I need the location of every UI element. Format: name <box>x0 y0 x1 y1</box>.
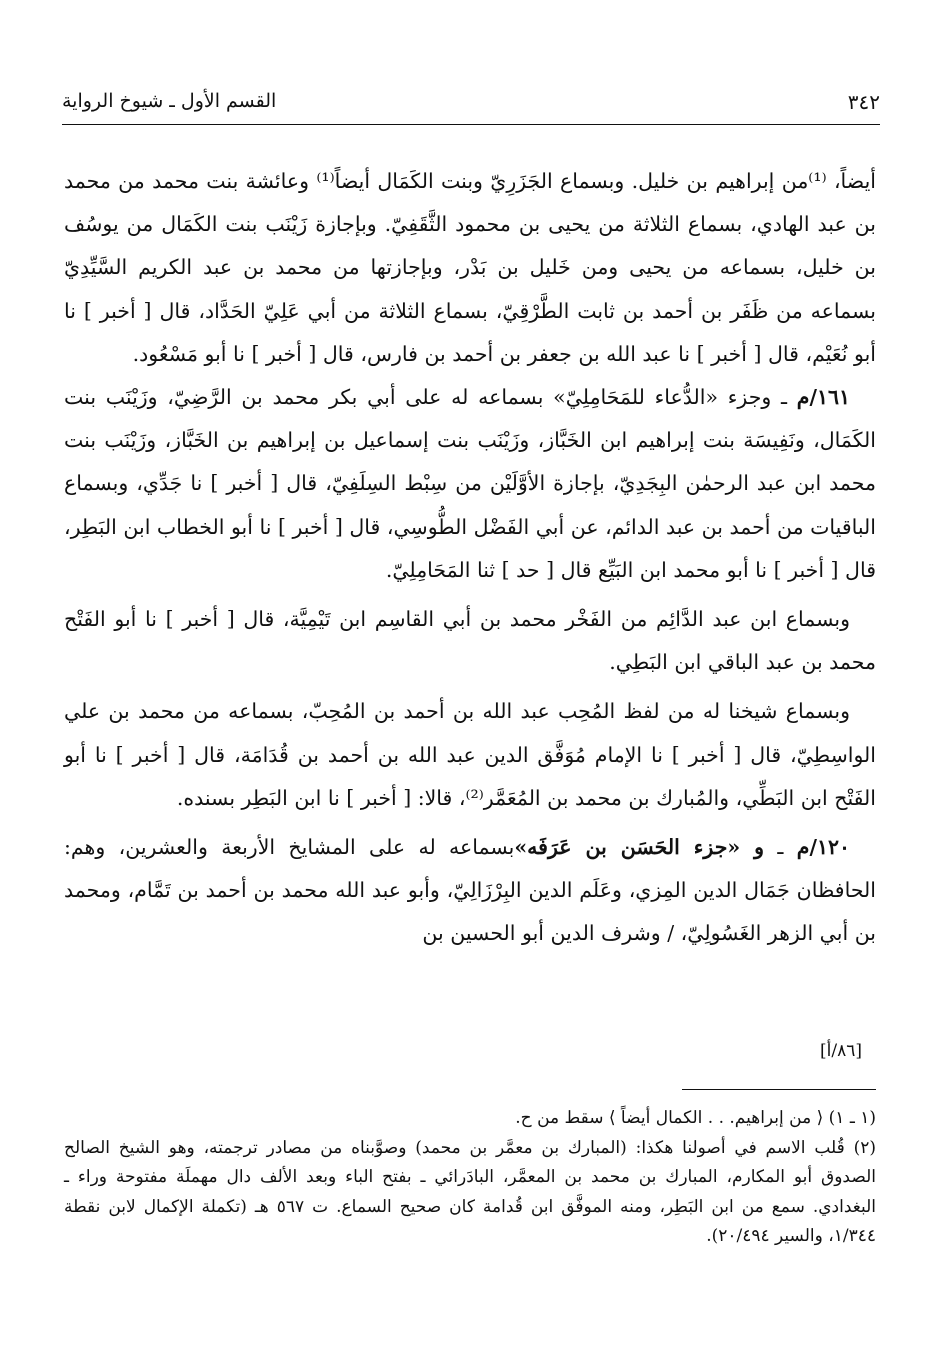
page-number: ٣٤٢ <box>847 90 880 114</box>
main-text <box>64 160 876 956</box>
entry-120 <box>64 826 876 956</box>
entry-title: و «جزء الحَسَن بن عَرَفَه» <box>514 835 765 860</box>
section-title: القسم الأول ـ شيوخ الرواية <box>62 90 277 112</box>
entry-dash: ـ <box>771 385 797 410</box>
entry-rest: بسماعه له على المشايخ الأربعة والعشرين، <box>118 835 515 860</box>
entry-161 <box>64 376 876 592</box>
entry-number: ١٢٠/م <box>796 835 850 860</box>
paragraph: أيضاً، ⁽¹⁾من إبراهيم بن خليل. وبسماع الجَزَرِيّ وبنت الكَمَال أيضاً⁽¹⁾ وعائشة بنت محمد من محمد بن عبد الهادي، بسماع الثلاثة من يحيى بن محمود الثَّقَفِيّ. وبإجازة زَيْنَب بنت الكَمَال من يوسُف بن خليل، بسماعه من يحيى ومن خَليل بن بَدْر، وبإجازتها من محمد بن عبد الكريم السَّيِّدِيّ بسماعه من ظَفَر بن أحمد بن ثابت الطَّرْقِيّ، بسماع الثلاثة من أبي عَلِيّ الحَدَّاد، قال [ أخبر ] نا أبو نُعَيْم، قال [ أخبر ] نا عبد الله بن جعفر بن أحمد بن فارس، قال [ أخبر ] نا أبو مَسْعُود. <box>64 169 876 366</box>
footnotes <box>64 1104 876 1252</box>
entry-number: ١٦١/م <box>796 385 850 410</box>
entry-dash: ـ <box>764 835 797 860</box>
running-header <box>62 86 880 120</box>
footnote: (١ ـ ١) ⟨ من إبراهيم. . . الكمال أيضاً ⟩ سقط من ح. <box>515 1108 876 1128</box>
paragraph: وبسماع شيخنا له من لفظ المُحِب عبد الله بن أحمد بن المُحِبّ، بسماعه من محمد بن علي الواسِطِيّ، قال [ أخبر ] نا الإمام مُوَفَّق الدين عبد الله بن أحمد بن قُدَامَة، قال [ أخبر ] نا أبو الفَتْح ابن البَطِّي، والمُبارك بن محمد بن المُعَمَّر⁽²⁾، قالا: [ أخبر ] نا ابن البَطِر بسنده. <box>64 699 876 810</box>
header-rule <box>62 124 880 125</box>
paragraph: وجزء «الدُّعاء للمَحَامِلِيّ» بسماعه له على أبي بكر محمد بن الرَّضِيّ، وزَيْنَب بنت الكَمَال، ونَفِيسَة بنت إبراهيم ابن الخَبَّاز، وزَيْنَب بنت إسماعيل بن إبراهيم بن الخَبَّاز، وزَيْنَب بنت محمد ابن عبد الرحمٰن البِجَدِيّ، بإجازة الأوَّلَيْن من سِبْط السِلَفِيّ، قال [ أخبر ] نا جَدِّي، وبسماع الباقيات من أحمد بن عبد الدائم، عن أبي الفَضْل الطُّوسِي، قال [ أخبر ] نا أبو الخطاب ابن البَطِر، قال [ أخبر ] نا أبو محمد ابن البَيِّع قال [ حد ] ثنا المَحَامِلِيّ. <box>64 385 876 582</box>
footnote: (٢) قُلب الاسم في أصولنا هكذا: (المبارك بن معمَّر بن محمد) وصوَّبناه من مصادر ترجمته، وهو الشيخ الصالح الصدوق أبو المكارم، المبارك بن محمد بن المعمَّر، البادَرائي ـ بفتح الباء وبعد الألف دال مهملَة مفتوحة وراء ـ البغدادي. سمع من ابن البَطِر، ومنه الموفَّق ابن قُدامة كان صحيح السماع. ت ٥٦٧ هـ (تكملة الإكمال لابن نقطة ١/٣٤٤، والسير ٢٠/٤٩٤). <box>64 1137 876 1246</box>
paragraph: وهم: الحافظان جَمَال الدين المِزي، وعَلَم الدين البِرْزَالِيّ، وأبو عبد الله محمد بن أحمد بن تَمَّام، ومحمد بن أبي الزهر الغَسُولِيّ، / وشرف الدين أبو الحسين بن <box>64 835 876 946</box>
paragraph: وبسماع ابن عبد الدَّائِم من الفَخْر محمد بن أبي القاسِم ابن تَيْمِيَّة، قال [ أخبر ] نا أبو الفَتْح محمد بن عبد الباقي ابن البَطِي. <box>64 607 876 675</box>
margin-folio-note: [٨٦/أ] <box>820 1041 862 1061</box>
footnote-rule <box>682 1089 876 1090</box>
